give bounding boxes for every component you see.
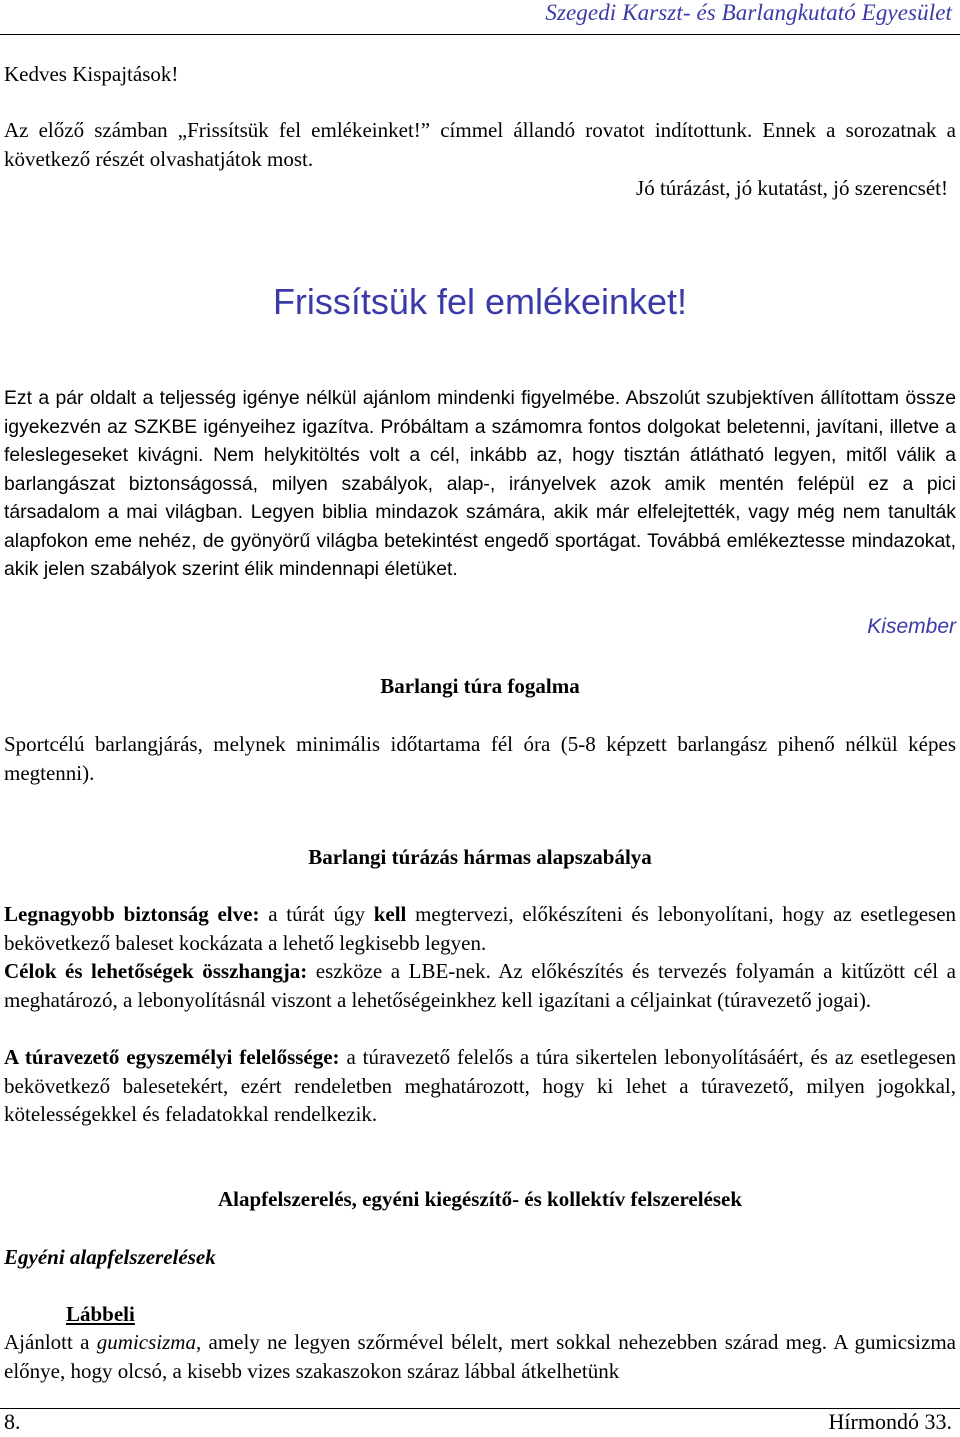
rule-1-text-after: megtervezi, előkészíteni és lebonyolítani, hogy az esetlegesen bekövetkező baleset kockázata a lehető legkisebb legyen. xyxy=(4,902,957,955)
section-heading-equipment: Alapfelszerelés, egyéni kiegészítő- és kollektív felszerelések xyxy=(217,1187,743,1211)
rule-3 xyxy=(4,1043,956,1129)
author-signature: Kisember xyxy=(867,615,956,638)
rule-1 xyxy=(4,900,956,957)
footwear-text xyxy=(4,1328,956,1385)
section-heading-rules: Barlangi túrázás hármas alapszabálya xyxy=(308,845,652,869)
footwear-text-after: , amely ne legyen szőrmével bélelt, mert sokkal nehezebben szárad meg. A gumicsizma előnye, hogy olcsó, a kisebb vizes szakaszokon száraz lábbal átkelhetünk xyxy=(4,1330,956,1383)
rule-2-text: eszköze a LBE-nek. Az előkészítés és tervezés folyamán a kitűzött cél a meghatározó, a lebonyolításnál viszont a lehetőségeinkhez kell igazítani a céljainkat (túravezető jogai). xyxy=(4,959,956,1012)
tour-definition-text: Sportcélú barlangjárás, melynek minimális időtartama fél óra (5-8 képzett barlangász pihenő nélkül képes megtenni). xyxy=(4,732,956,785)
footer-divider xyxy=(0,1408,960,1409)
article-title: Frissítsük fel emlékeinket! xyxy=(272,281,688,322)
rule-2 xyxy=(4,957,956,1014)
footwear-emphasis: gumicsizma xyxy=(96,1330,196,1354)
footwear-text-before: Ajánlott a xyxy=(4,1330,90,1354)
rule-1-emphasis: kell xyxy=(373,902,407,926)
intro-paragraph: Az előző számban „Frissítsük fel emlékeinket!” címmel állandó rovatot indítottunk. Ennek a sorozatnak a következő részét olvashatjátok most. xyxy=(4,118,956,171)
rule-1-label: Legnagyobb biztonság elve: xyxy=(4,902,260,926)
intro-greeting: Kedves Kispajtások! xyxy=(4,62,179,86)
rule-3-text: a túravezető felelős a túra sikertelen lebonyolításáért, és az esetlegesen bekövetkező balesetekért, ezért rendeletben meghatározott, hogy ki lehet a túravezető, milyen jogokkal, kötelességekkel és feladatokkal rendelkezik. xyxy=(4,1045,957,1126)
rule-3-label: A túravezető egyszemélyi felelőssége: xyxy=(4,1045,340,1069)
subheading-footwear: Lábbeli xyxy=(66,1302,135,1326)
intro-wish: Jó túrázást, jó kutatást, jó szerencsét! xyxy=(636,176,948,200)
section-heading-tour-definition: Barlangi túra fogalma xyxy=(380,674,580,698)
running-header-organization: Szegedi Karszt- és Barlangkutató Egyesület xyxy=(545,0,952,25)
footer-publication: Hírmondó 33. xyxy=(828,1409,952,1434)
article-preface: Ezt a pár oldalt a teljesség igénye nélkül ajánlom mindenki figyelmébe. Abszolút szubjektíven állítottam össze igyekezvén az SZKBE igényeihez igazítva. Próbáltam a számomra fontos dolgokat beletenni, javítani, illetve a feleslegeseket kivágni. Nem helykitöltés volt a cél, inkább az, hogy tisztán átlátható legyen, mitől válik a barlangászat biztonságossá, milyen szabályok, alap-, irányelvek azok amik mentén felépül ez a pici társadalom a mai világban. Legyen biblia mindazok számára, akik már elfelejtették, vagy még nem tanulták alapfokon eme nehéz, de gyönyörű világba betekintést engedő sportágat. Továbbá emlékeztesse mindazokat, akik jelen szabályok szerint élik mindennapi életüket. xyxy=(4,387,956,580)
rule-2-label: Célok és lehetőségek összhangja: xyxy=(4,959,308,983)
rule-1-text-before: a túrát úgy xyxy=(268,902,365,926)
subheading-individual-equipment: Egyéni alapfelszerelések xyxy=(4,1245,216,1269)
footer-page-number: 8. xyxy=(4,1409,21,1434)
header-divider xyxy=(0,34,960,35)
